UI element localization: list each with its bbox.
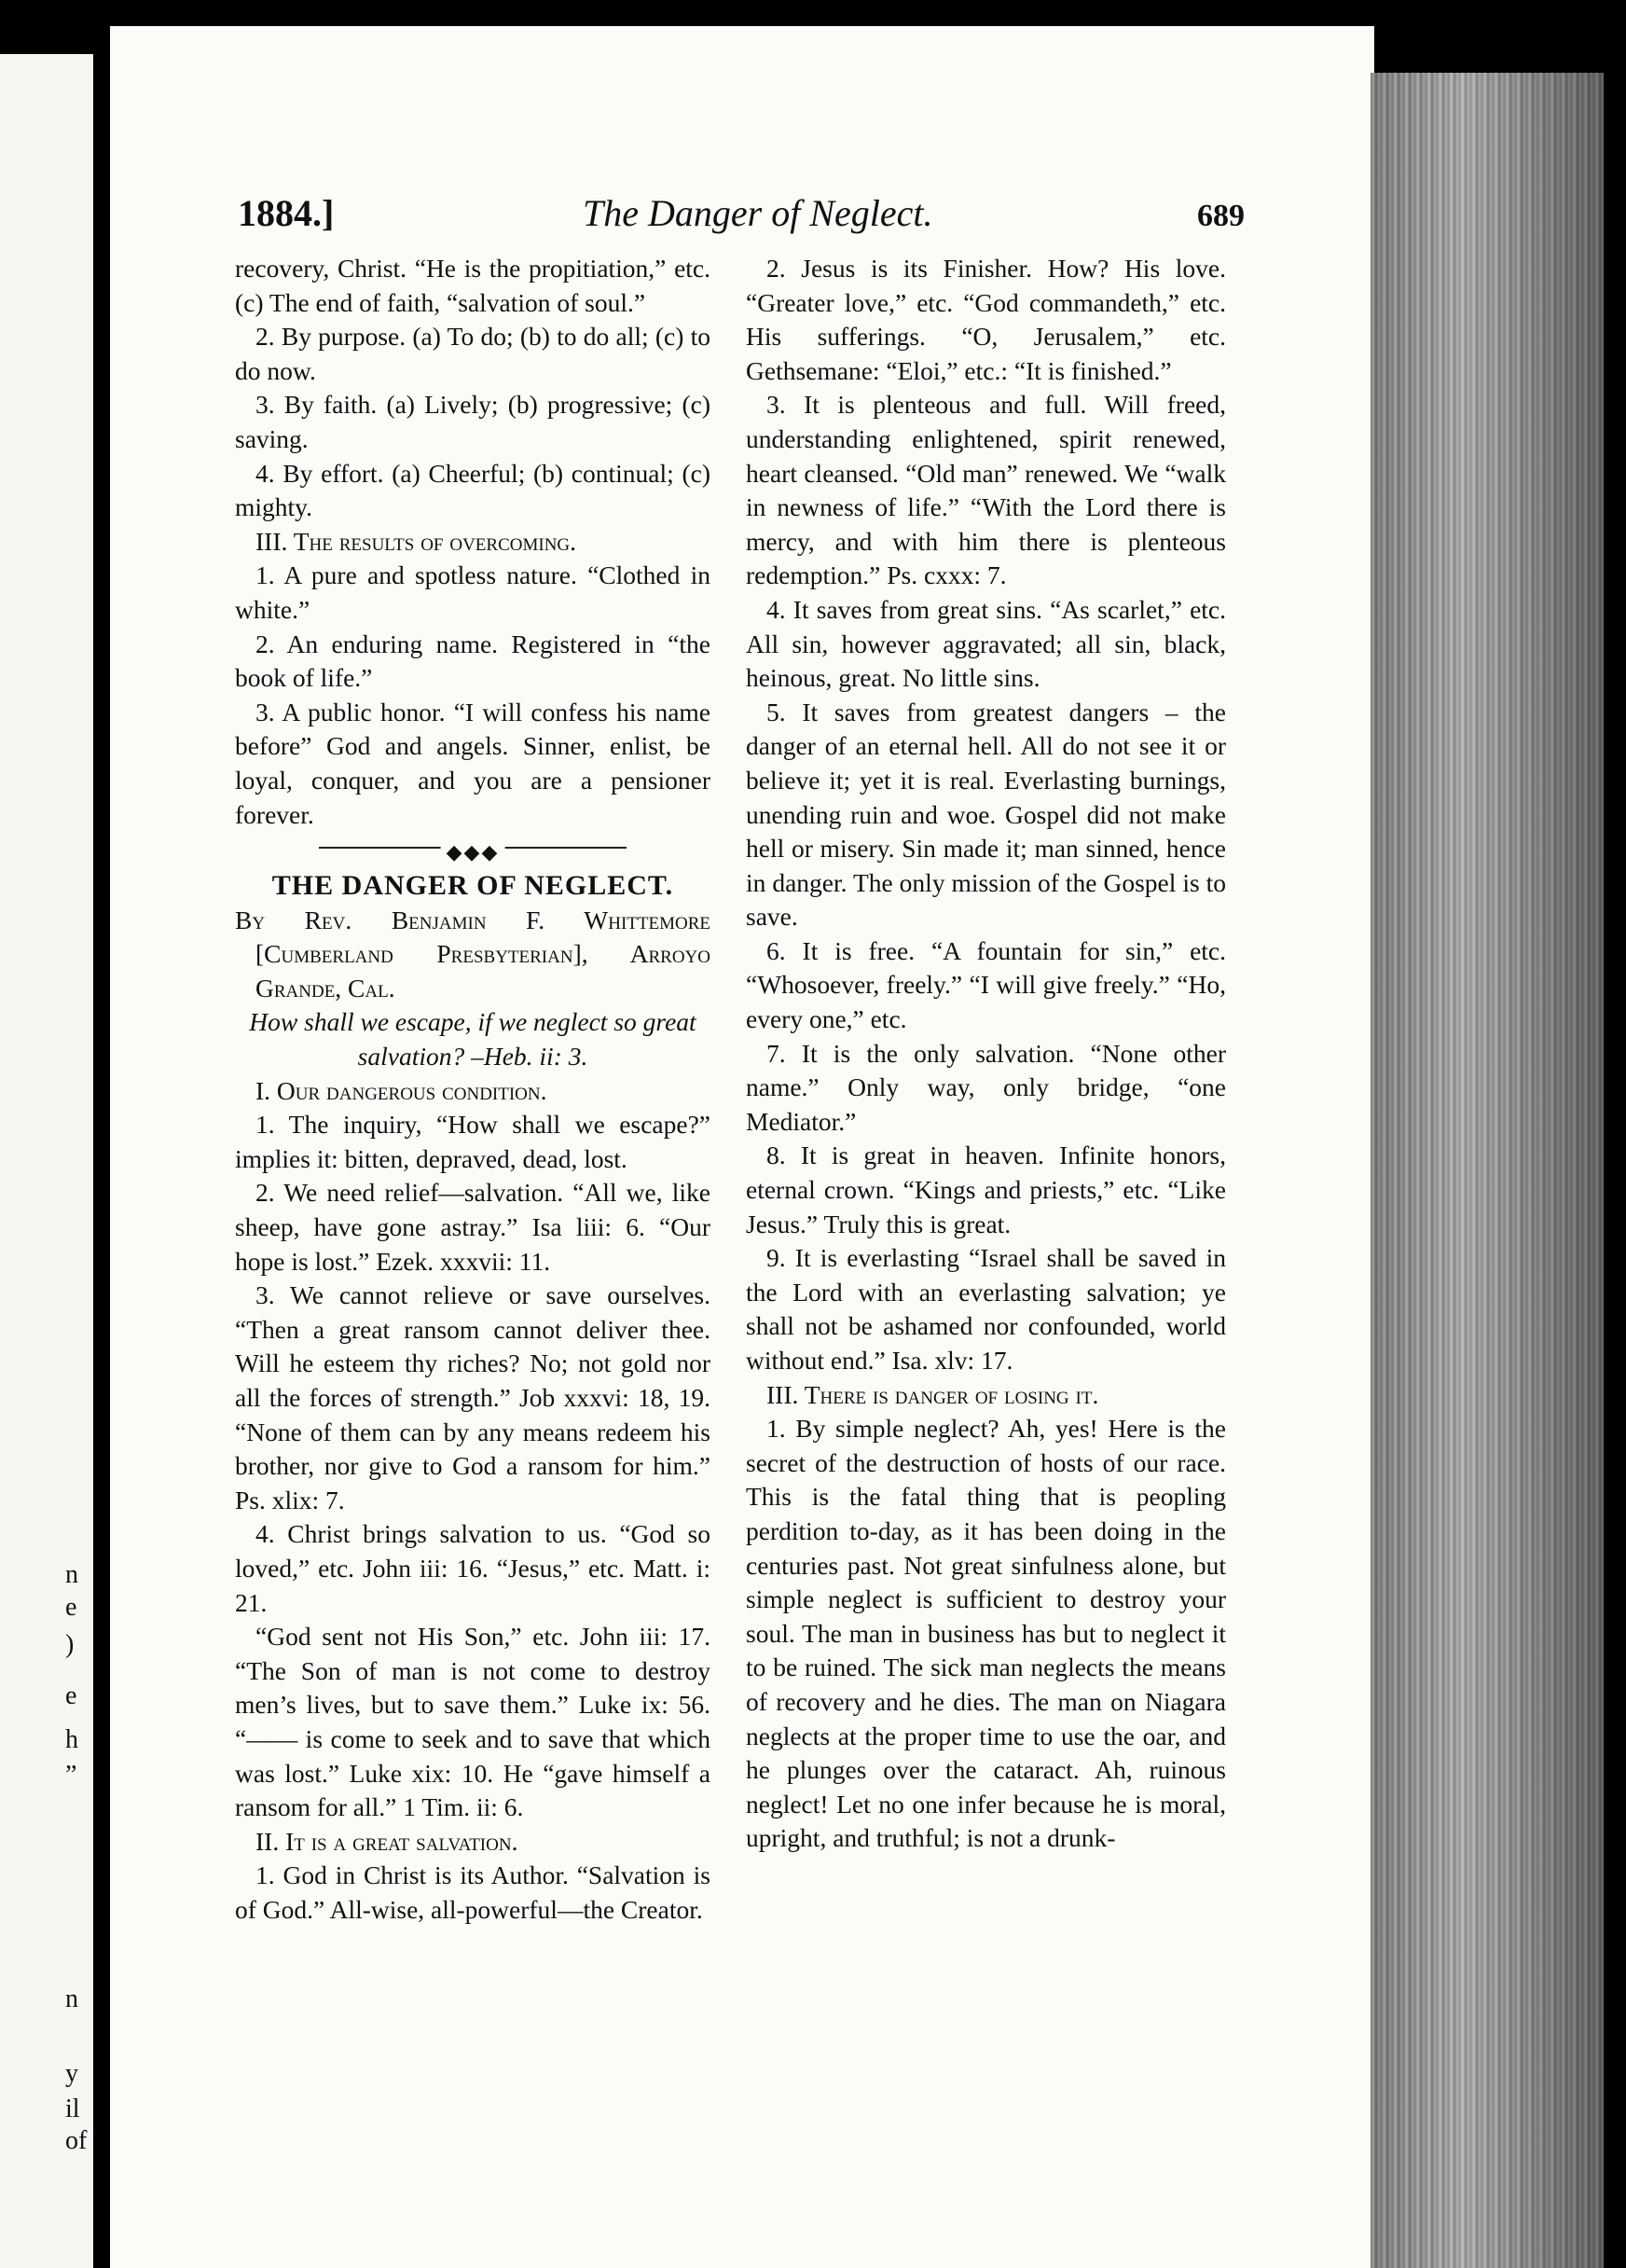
running-header <box>238 191 1245 247</box>
paragraph: 1. By simple neglect? Ah, yes! Here is the secret of the destruction of hosts of our race. This is the fatal thing that is peopling perdition to-day, as it has been doing in the centuries past. Not great sinfulness alone, but simple neglect is sufficient to destroy your soul. The man in business has but to neglect it to be ruined. The sick man neglects the means of recovery and he dies. The man on Niagara neglects at the proper time to use the oar, and he plunges over the cataract. Ah, ruinous neglect! Let no one infer because he is moral, upright, and truthful; is not a drunk- <box>746 1414 1226 1853</box>
paragraph: 2. We need relief—salvation. “All we, like sheep, have gone astray.” Isa liii: 6. “Our hope is lost.” Ezek. xxxvii: 11. <box>235 1178 710 1276</box>
paragraph: 4. By effort. (a) Cheerful; (b) continual; (c) mighty. <box>235 458 710 522</box>
paragraph: 2. By purpose. (a) To do; (b) to do all; (c) to do now. <box>235 322 710 385</box>
margin-fragment: n <box>65 1984 78 2013</box>
article-title: THE DANGER OF NEGLECT. <box>271 870 674 902</box>
paragraph: 3. It is plenteous and full. Will freed, understanding enlightened, spirit renewed, heart cleansed. “Old man” renewed. We “walk in newness of life.” “With the Lord there is mercy, and with him there is plenteous redemption.” Ps. cxxx: 7. <box>746 390 1226 590</box>
margin-fragment: ) <box>65 1630 75 1659</box>
header-year: 1884.] <box>238 192 335 234</box>
paragraph: 2. Jesus is its Finisher. How? His love. “Greater love,” etc. “God commandeth,” etc. His sufferings. “O, Jerusalem,” etc. Gethsemane: “Eloi,” etc.: “It is finished.” <box>746 254 1226 385</box>
paragraph: 3. A public honor. “I will confess his name before” God and angels. Sinner, enlist, be loyal, conquer, and you are a pensioner forever. <box>235 697 710 829</box>
facing-page-edge <box>0 54 93 2268</box>
paragraph: 5. It saves from greatest dangers – the danger of an eternal hell. All do not see it or believe it; yet it is real. Everlasting burnings, unending ruin and woe. Gospel did not make hell or misery. Sin made it; man sinned, hence in danger. The only mission of the Gospel is to save. <box>746 697 1226 932</box>
paragraph: 1. God in Christ is its Author. “Salvation is of God.” All-wise, all-powerful—the Creator. <box>235 1860 710 1924</box>
paragraph: “God sent not His Son,” etc. John iii: 17. “The Son of man is not come to destroy men’s lives, but to save them.” Luke ix: 56. “—— is come to seek and to save that which was lost.” Luke xix: 10. He “gave himself a ransom for all.” 1 Tim. ii: 6. <box>235 1622 710 1822</box>
page-block-edge <box>1371 73 1604 2268</box>
paragraph: 3. We cannot relieve or save ourselves. “Then a great ransom cannot deliver thee. Will he esteem thy riches? No; not gold nor all the forces of strength.” Job xxxvi: 18, 19. “None of them can by any means redeem his brother, nor give to God a ransom for him.” Ps. xlix: 7. <box>235 1280 710 1514</box>
paragraph: 1. A pure and spotless nature. “Clothed in white.” <box>235 560 710 624</box>
right-column <box>746 252 1226 1856</box>
page-number: 689 <box>1197 199 1245 233</box>
paragraph: 4. It saves from great sins. “As scarlet,” etc. All sin, however aggravated; all sin, black, heinous, great. No little sins. <box>746 594 1226 693</box>
paragraph: recovery, Christ. “He is the propitiation,” etc. (c) The end of faith, “salvation of soul.” <box>235 254 710 317</box>
margin-fragment: y <box>65 2059 78 2088</box>
margin-fragment: of <box>65 2126 88 2155</box>
section-heading: III. The results of overcoming. <box>255 526 577 556</box>
left-column <box>235 252 710 1928</box>
paragraph: 8. It is great in heaven. Infinite honors, eternal crown. “Kings and priests,” etc. “Like Jesus.” Truly this is great. <box>746 1141 1226 1238</box>
section-heading: III. There is danger of losing it. <box>766 1379 1099 1409</box>
paragraph: 7. It is the only salvation. “None other name.” Only way, only bridge, “one Mediator.” <box>746 1038 1226 1136</box>
paragraph: 1. The inquiry, “How shall we escape?” implies it: bitten, depraved, dead, lost. <box>235 1110 710 1173</box>
section-heading: I. Our dangerous condition. <box>255 1075 547 1105</box>
margin-fragment: e <box>65 1681 77 1710</box>
scripture-text: How shall we escape, if we neglect so great salvation? –Heb. ii: 3. <box>249 1007 696 1072</box>
running-title: The Danger of Neglect. <box>583 192 933 234</box>
paragraph: 2. An enduring name. Registered in “the book of life.” <box>235 629 710 693</box>
margin-fragment: e <box>65 1593 77 1622</box>
paragraph: 3. By faith. (a) Lively; (b) progressive; (c) saving. <box>235 390 710 453</box>
paragraph: 6. It is free. “A fountain for sin,” etc. “Whosoever, freely.” “I will give freely.” “Ho, every one,” etc. <box>746 935 1226 1034</box>
margin-fragment: il <box>65 2095 80 2123</box>
byline: By Rev. Benjamin F. Whittemore [Cumberland Presbyterian], Arroyo Grande, Cal. <box>235 905 710 1003</box>
divider-ornament: ◆◆◆ <box>441 836 505 870</box>
section-heading: II. It is a great salvation. <box>255 1826 518 1856</box>
margin-fragment: n <box>65 1560 78 1589</box>
section-divider <box>235 837 710 864</box>
margin-fragment: h <box>65 1725 78 1754</box>
paragraph: 9. It is everlasting “Israel shall be saved in the Lord with an everlasting salvation; ye shall not be ashamed nor confounded, world without end.” Isa. xlv: 17. <box>746 1243 1226 1375</box>
paragraph: 4. Christ brings salvation to us. “God so loved,” etc. John iii: 16. “Jesus,” etc. Matt. i: 21. <box>235 1519 710 1617</box>
margin-fragment: ” <box>65 1761 77 1790</box>
